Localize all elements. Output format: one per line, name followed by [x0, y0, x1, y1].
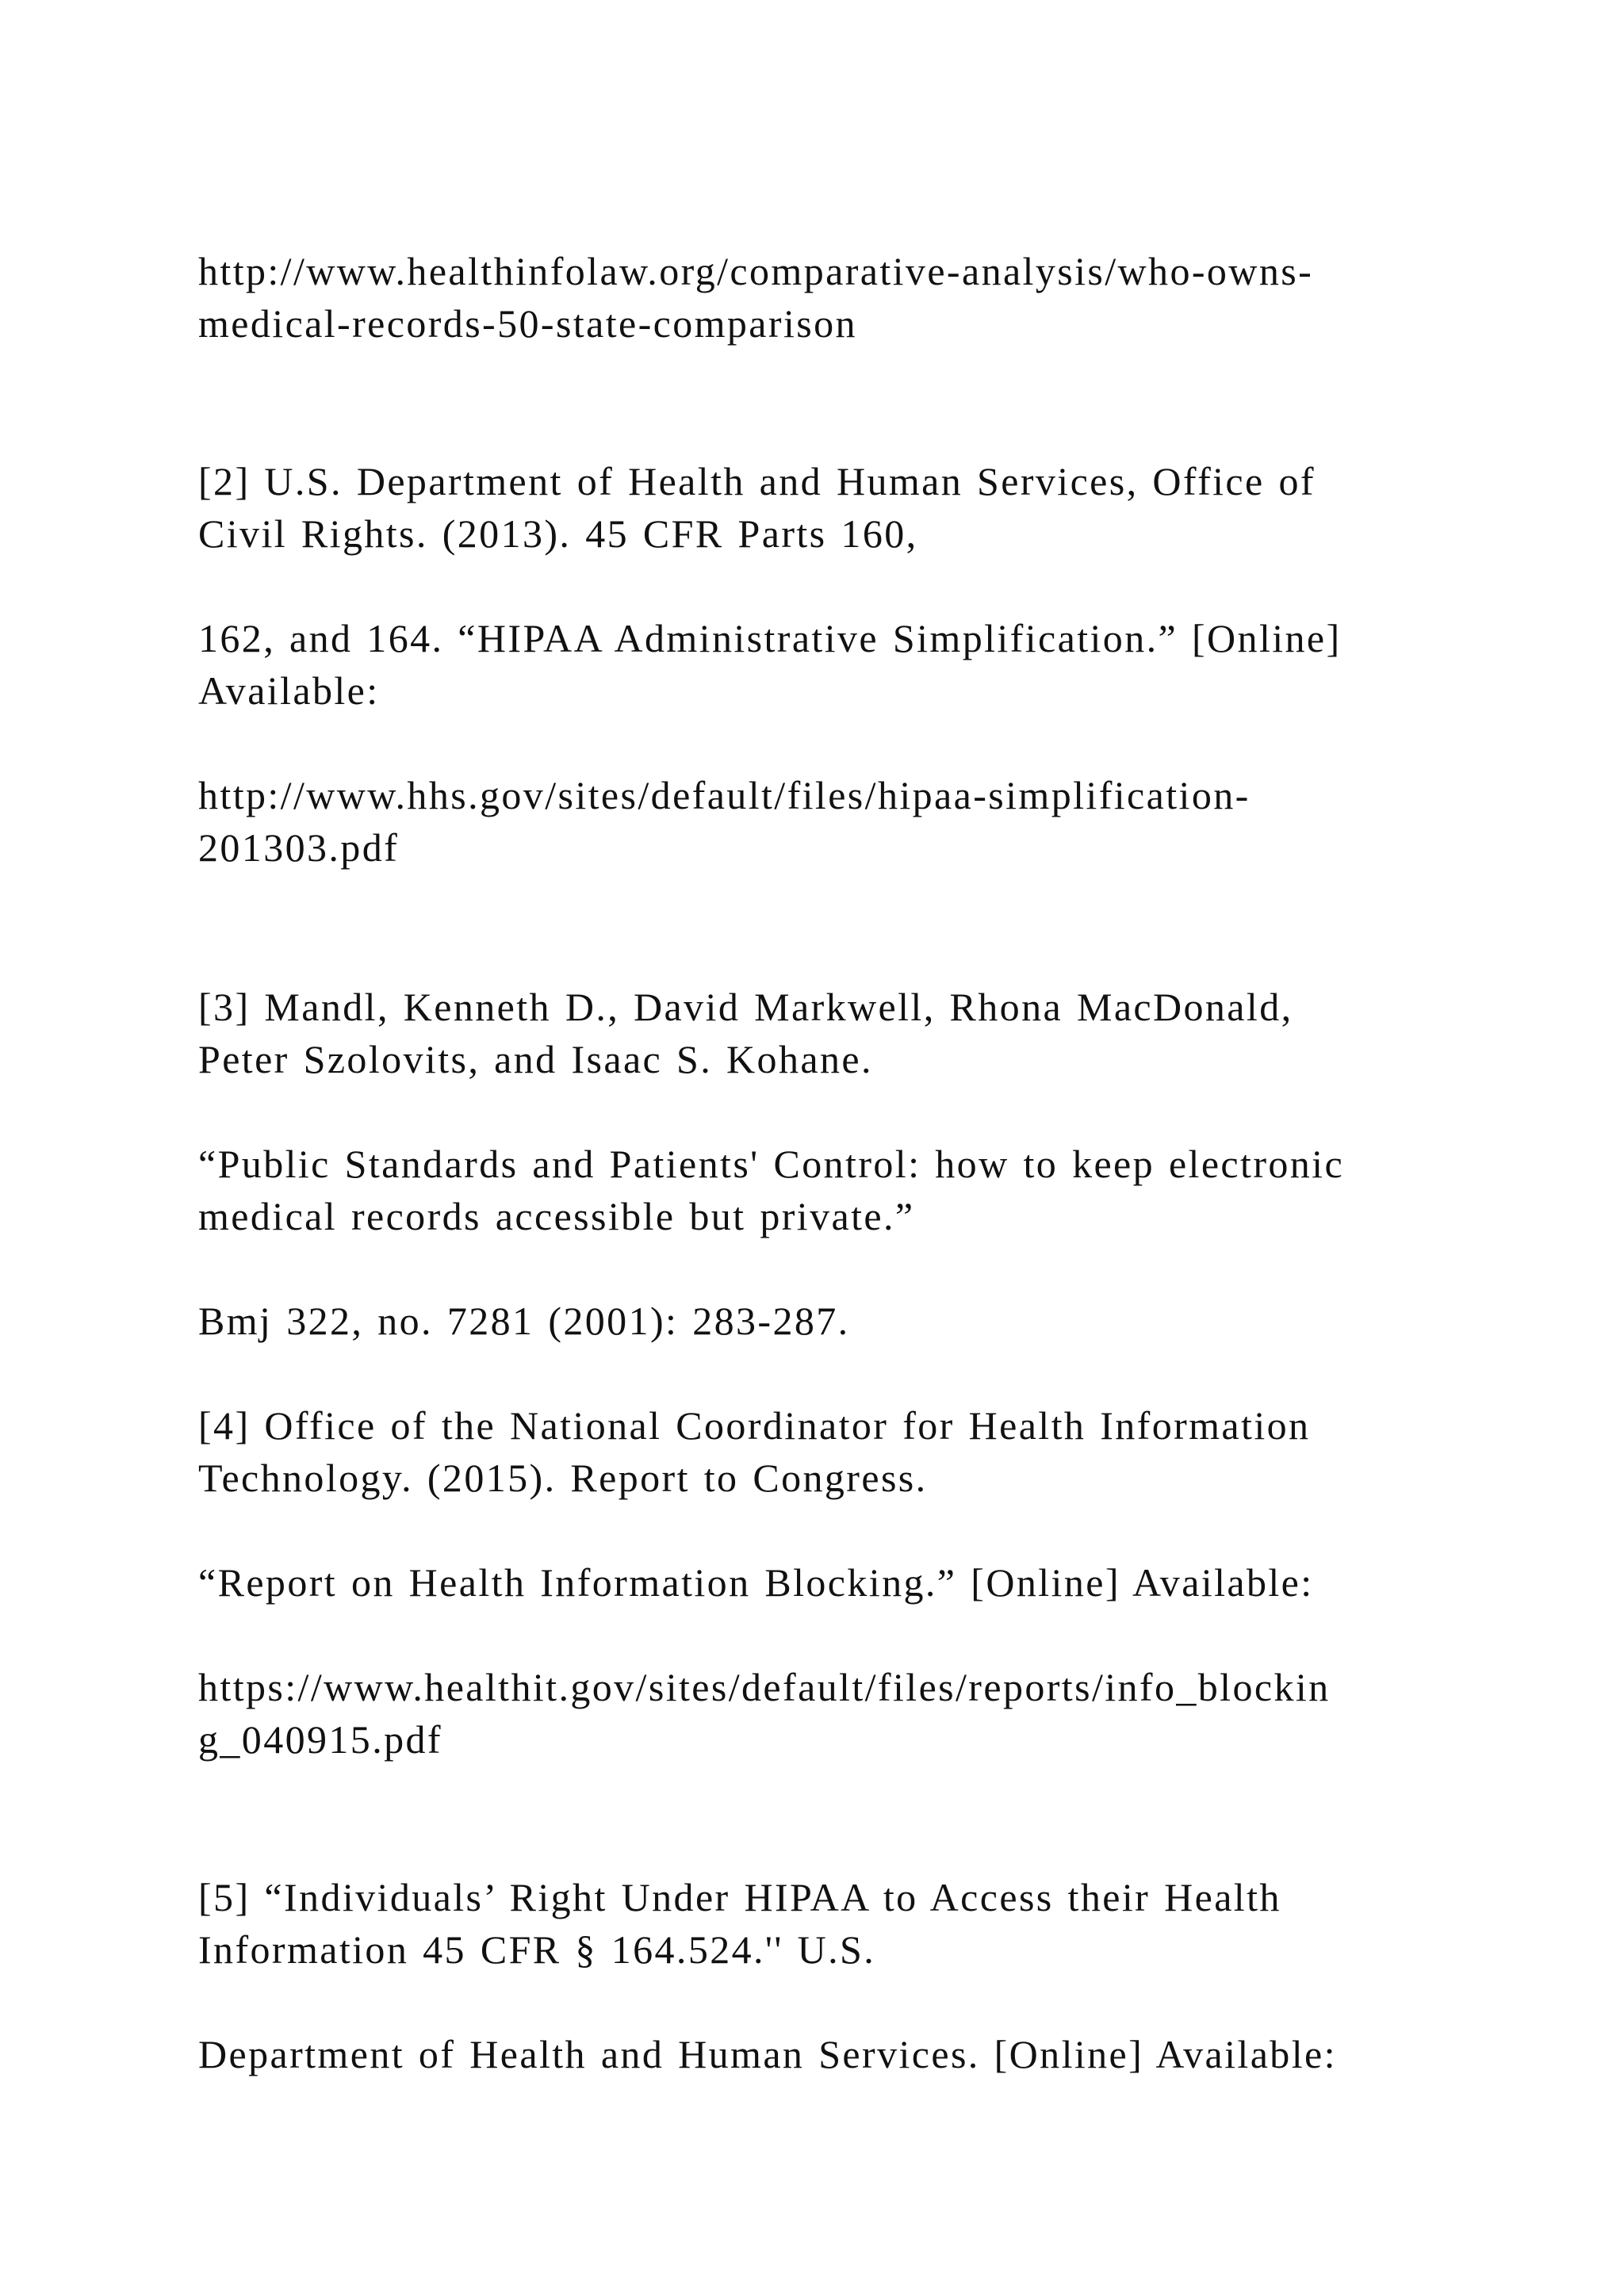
text-line: medical-records-50-state-comparison [198, 301, 857, 346]
text-line: http://www.healthinfolaw.org/comparative-analysis/who-owns- [198, 249, 1314, 293]
text-line: 162, and 164. “HIPAA Administrative Simplification.” [Online] [198, 616, 1342, 660]
text-line: Available: [198, 668, 380, 713]
text-line: Information 45 CFR § 164.524.'' U.S. [198, 1927, 876, 1972]
text-line: Peter Szolovits, and Isaac S. Kohane. [198, 1037, 873, 1081]
text-line: 201303.pdf [198, 825, 400, 870]
text-line: https://www.healthit.gov/sites/default/files/reports/info_blockin [198, 1665, 1331, 1709]
text-line: [4] Office of the National Coordinator for Health Information [198, 1403, 1311, 1448]
text-line: “Public Standards and Patients' Control: how to keep electronic [198, 1142, 1345, 1186]
text-line: g_040915.pdf [198, 1717, 442, 1762]
text-line: [5] “Individuals’ Right Under HIPAA to Access their Health [198, 1875, 1281, 1919]
text-line: Bmj 322, no. 7281 (2001): 283-287. [198, 1299, 850, 1343]
text-line: “Report on Health Information Blocking.” [Online] Available: [198, 1560, 1314, 1605]
text-line: medical records accessible but private.” [198, 1194, 915, 1238]
text-line: Technology. (2015). Report to Congress. [198, 1456, 928, 1500]
text-line: [3] Mandl, Kenneth D., David Markwell, Rhona MacDonald, [198, 985, 1293, 1029]
text-line: [2] U.S. Department of Health and Human Services, Office of [198, 459, 1316, 503]
text-line: Civil Rights. (2013). 45 CFR Parts 160, [198, 511, 918, 556]
text-line: http://www.hhs.gov/sites/default/files/hipaa-simplification- [198, 773, 1251, 817]
text-line: Department of Health and Human Services. [Online] Available: [198, 2032, 1337, 2076]
